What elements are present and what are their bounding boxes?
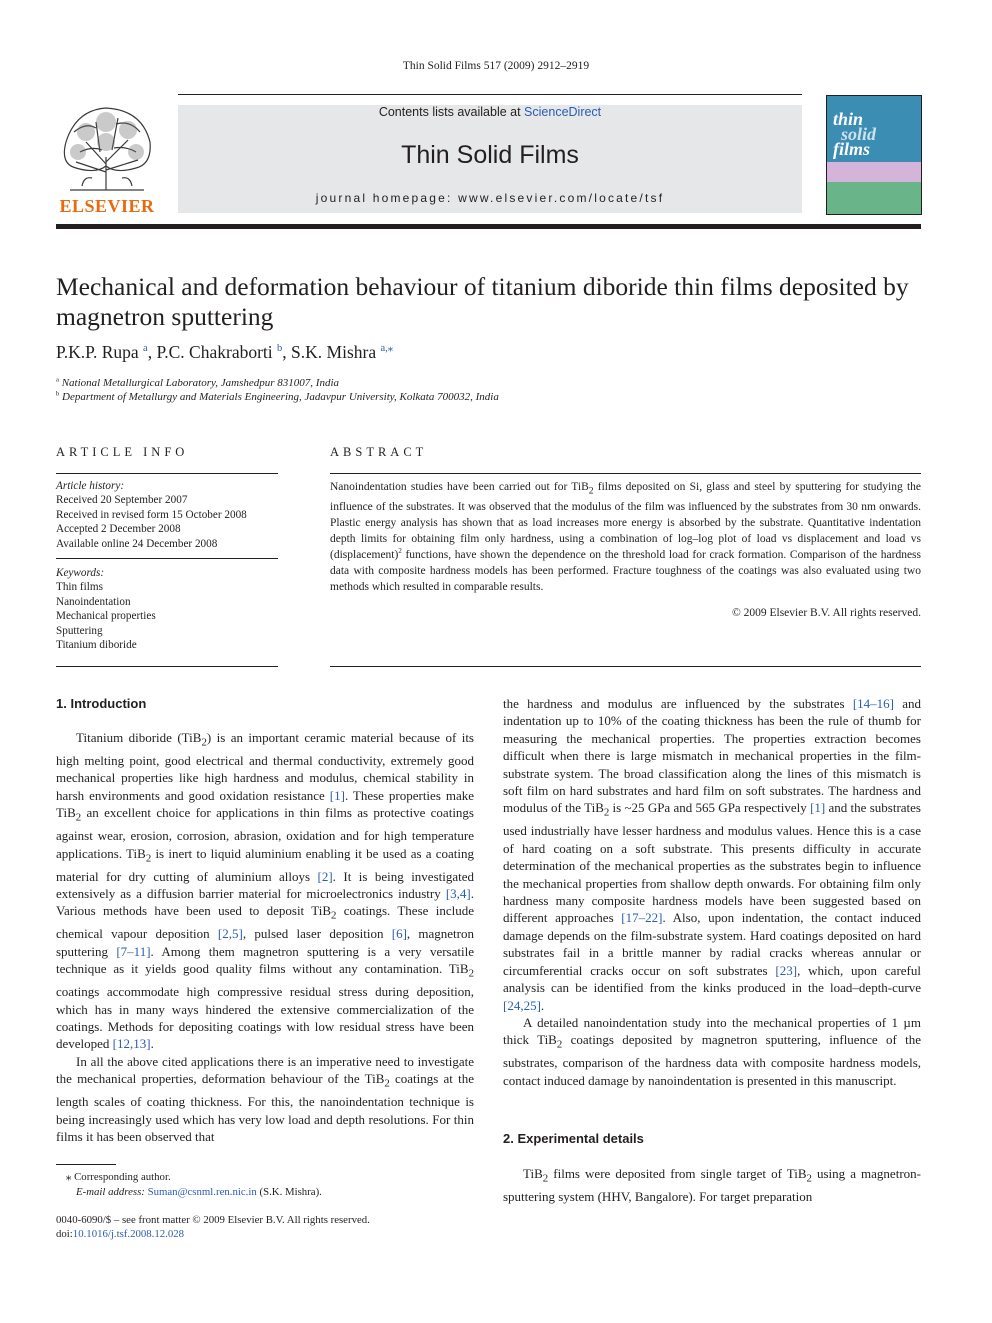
body-paragraph: the hardness and modulus are influenced by the substrates [14–16] and indentation up to 10% of the coating thickness has been the rule of thumb for measuring the mechanical properties. The properties extraction becomes difficult when there is large mismatch in mechanical properties in the film-substrate system. The broad classification along the lines of this mismatch is soft film on hard substrates and hard film on soft substrates. The hardness and modulus of the TiB$_2$ is ~25 GPa and 565 GPa respectively [1] and the substrates used industrially have lesser hardness and modulus values. Hence this is a case of hard coating on a soft substrate. This presents difficulty in accurate determination of the mechanical properties as the substrates begin to influence the mechanical properties from shallow depth onwards. For obtaining film only hardness many composite hardness models have been suggested based on different approaches [17–22]. Also, upon indentation, the contact induced damage depends on the film-substrate system. Hard coatings deposited on hard substrates fail in a brittle manner by radial cracks whereas annular or circumferential cracks occur on soft substrates [23], which, upon careful analysis can be identified from the kinks produced in the load–depth-curve [24,25].	[503, 696, 921, 1013]
abstract-text: Nanoindentation studies have been carried out for TiB$_2$ films deposited on Si, glass and steel by sputtering for studying the influence of the substrates. It was observed that the modulus of the film was influenced by the substrates from 30 nm onwards. Plastic energy analysis has shown that as load increases more energy is absorbed by the substrate. Quantitative indentation depth limits for obtaining film only hardness, using a combination of log–log plot of load vs displacement and load vs (displacement)$^2$ functions, have shown the dependence on the threshold load for crack formation. Comparison of the hardness data with composite hardness models has been performed. Fracture toughness of the coatings was also evaluated using two methods which resulted in comparable results.	[330, 481, 922, 594]
body-column-left	[56, 729, 474, 1146]
doi-link[interactable]: 10.1016/j.tsf.2008.12.028	[72, 1228, 185, 1240]
section-heading-experimental: 2. Experimental details	[503, 1131, 644, 1146]
keywords-label: Keywords:	[56, 567, 105, 579]
article-info-heading: ARTICLE INFO	[56, 445, 189, 459]
abstract-heading: ABSTRACT	[330, 445, 428, 459]
cover-wordmark	[833, 109, 877, 159]
cover-word-thin: thin	[833, 109, 864, 129]
contents-line	[178, 105, 802, 119]
corresponding-author-note: ⁎ Corresponding author.	[66, 1171, 171, 1183]
affiliation-text: Department of Metallurgy and Materials Engineering, Jadavpur University, Kolkata 700032, India	[62, 391, 499, 403]
history-label: Article history:	[56, 480, 125, 492]
author-affil-mark[interactable]: a	[143, 343, 148, 355]
email-link[interactable]: Suman@csnml.ren.nic.in	[147, 1186, 257, 1198]
sciencedirect-link[interactable]: ScienceDirect	[524, 105, 602, 119]
journal-title: Thin Solid Films	[401, 141, 579, 169]
email-label: E-mail address:	[76, 1186, 148, 1198]
cover-green-band	[827, 182, 921, 214]
affiliation-mark: b	[56, 390, 60, 398]
history-item: Received 20 September 2007	[56, 494, 188, 507]
body-paragraph: In all the above cited applications there is an imperative need to investigate the mechanical properties, deformation behaviour of the TiB$_2$ coatings at the length scales of coating thickness. For this, the nanoindentation technique is being increasingly used which has very low load and depth resolutions. For thin films it has been observed that	[56, 1053, 474, 1145]
elsevier-wordmark: ELSEVIER	[59, 196, 155, 216]
author-affil-mark[interactable]: a,⁎	[380, 343, 394, 355]
keyword: Nanoindentation	[56, 595, 131, 608]
body-column-right-continued	[503, 1165, 921, 1205]
history-item: Available online 24 December 2008	[56, 537, 218, 550]
affiliation-text: National Metallurgical Laboratory, Jamshedpur 831007, India	[61, 377, 340, 389]
author-name: P.K.P. Rupa	[56, 342, 139, 362]
affiliation	[56, 391, 499, 403]
keyword: Thin films	[56, 581, 103, 594]
keyword: Titanium diboride	[56, 639, 137, 652]
article-history	[56, 479, 278, 551]
doi-label: doi:	[56, 1228, 73, 1240]
header-rule	[178, 94, 802, 95]
article-info-rule	[56, 473, 278, 474]
keyword: Sputtering	[56, 624, 103, 637]
keywords	[56, 566, 278, 652]
history-item: Accepted 2 December 2008	[56, 523, 181, 536]
body-paragraph: TiB$_2$ films were deposited from single target of TiB$_2$ using a magnetron-sputtering system (HHV, Bangalore). For target preparation	[503, 1166, 921, 1204]
journal-cover	[826, 95, 922, 215]
header-thick-rule	[56, 224, 921, 229]
cover-pink-band	[827, 162, 921, 182]
abstract-rule	[330, 473, 921, 474]
history-item: Received in revised form 15 October 2008	[56, 508, 247, 521]
author-list: P.K.P. Rupa $^a$, P.C. Chakraborti $^b$, S.K. Mishra $^{a,⁎}$	[56, 342, 394, 362]
doi-line	[56, 1227, 184, 1242]
author-affil-mark[interactable]: b	[277, 343, 283, 355]
cover-word-films: films	[833, 139, 871, 159]
affiliation	[56, 377, 339, 389]
issn-line: 0040-6090/$ – see front matter © 2009 Elsevier B.V. All rights reserved.	[56, 1214, 370, 1226]
journal-citation: Thin Solid Films 517 (2009) 2912–2919	[402, 60, 590, 72]
body-paragraph: Titanium diboride (TiB$_2$) is an important ceramic material because of its high melting point, good electrical and thermal conductivity, extremely good mechanical properties like high hardness and modulus, chemical stability in harsh environments and good oxidation resistance [1]. These properties make TiB$_2$ an excellent choice for applications in thin films as protective coatings against wear, erosion, corrosion, abrasion, oxidation and for high temperature applications. TiB$_2$ is inert to liquid aluminium enabling it be used as a coating material for dry cutting of aluminium alloys [2]. It is being investigated extensively as a diffusion barrier material for microelectronics industry [3,4]. Various methods have been used to deposit TiB$_2$ coatings. These include chemical vapour deposition [2,5], pulsed laser deposition [6], magnetron sputtering [7–11]. Among them magnetron sputtering is a very versatile technique as it yields good quality films without any contamination. TiB$_2$ coatings accommodate high compressive residual stress during deposition, which has in many ways hindered the extensive commercialization of the coatings. Methods for depositing coatings with low residual stress have been developed [12,13].	[56, 730, 475, 1052]
abstract-rule	[330, 666, 921, 667]
author-name: P.C. Chakraborti	[156, 342, 273, 362]
affiliation-mark: a	[56, 376, 59, 384]
copyright: © 2009 Elsevier B.V. All rights reserved.	[732, 607, 921, 619]
keyword: Mechanical properties	[56, 610, 156, 623]
email-note	[76, 1185, 322, 1200]
article-title: Mechanical and deformation behaviour of titanium diboride thin films deposited by magnetron sputtering	[56, 272, 909, 331]
body-paragraph: A detailed nanoindentation study into the mechanical properties of 1 µm thick TiB$_2$ coatings deposited by magnetron sputtering, influence of the substrates, comparison of the hardness data with composite hardness models, contact induced damage by nanoindentation is presented in this manuscript.	[503, 1014, 921, 1088]
elsevier-logo	[56, 102, 158, 214]
article-info-rule	[56, 558, 278, 559]
section-heading-introduction: 1. Introduction	[56, 696, 147, 711]
email-suffix: (S.K. Mishra).	[256, 1186, 322, 1198]
author-name: S.K. Mishra	[291, 342, 377, 362]
cover-word-solid: solid	[841, 124, 877, 144]
journal-homepage[interactable]: journal homepage: www.elsevier.com/locate/tsf	[315, 191, 665, 205]
article-info-rule	[56, 666, 278, 667]
footnote-rule	[56, 1164, 116, 1165]
body-column-right	[503, 695, 921, 1089]
contents-prefix: Contents lists available at	[378, 105, 525, 119]
